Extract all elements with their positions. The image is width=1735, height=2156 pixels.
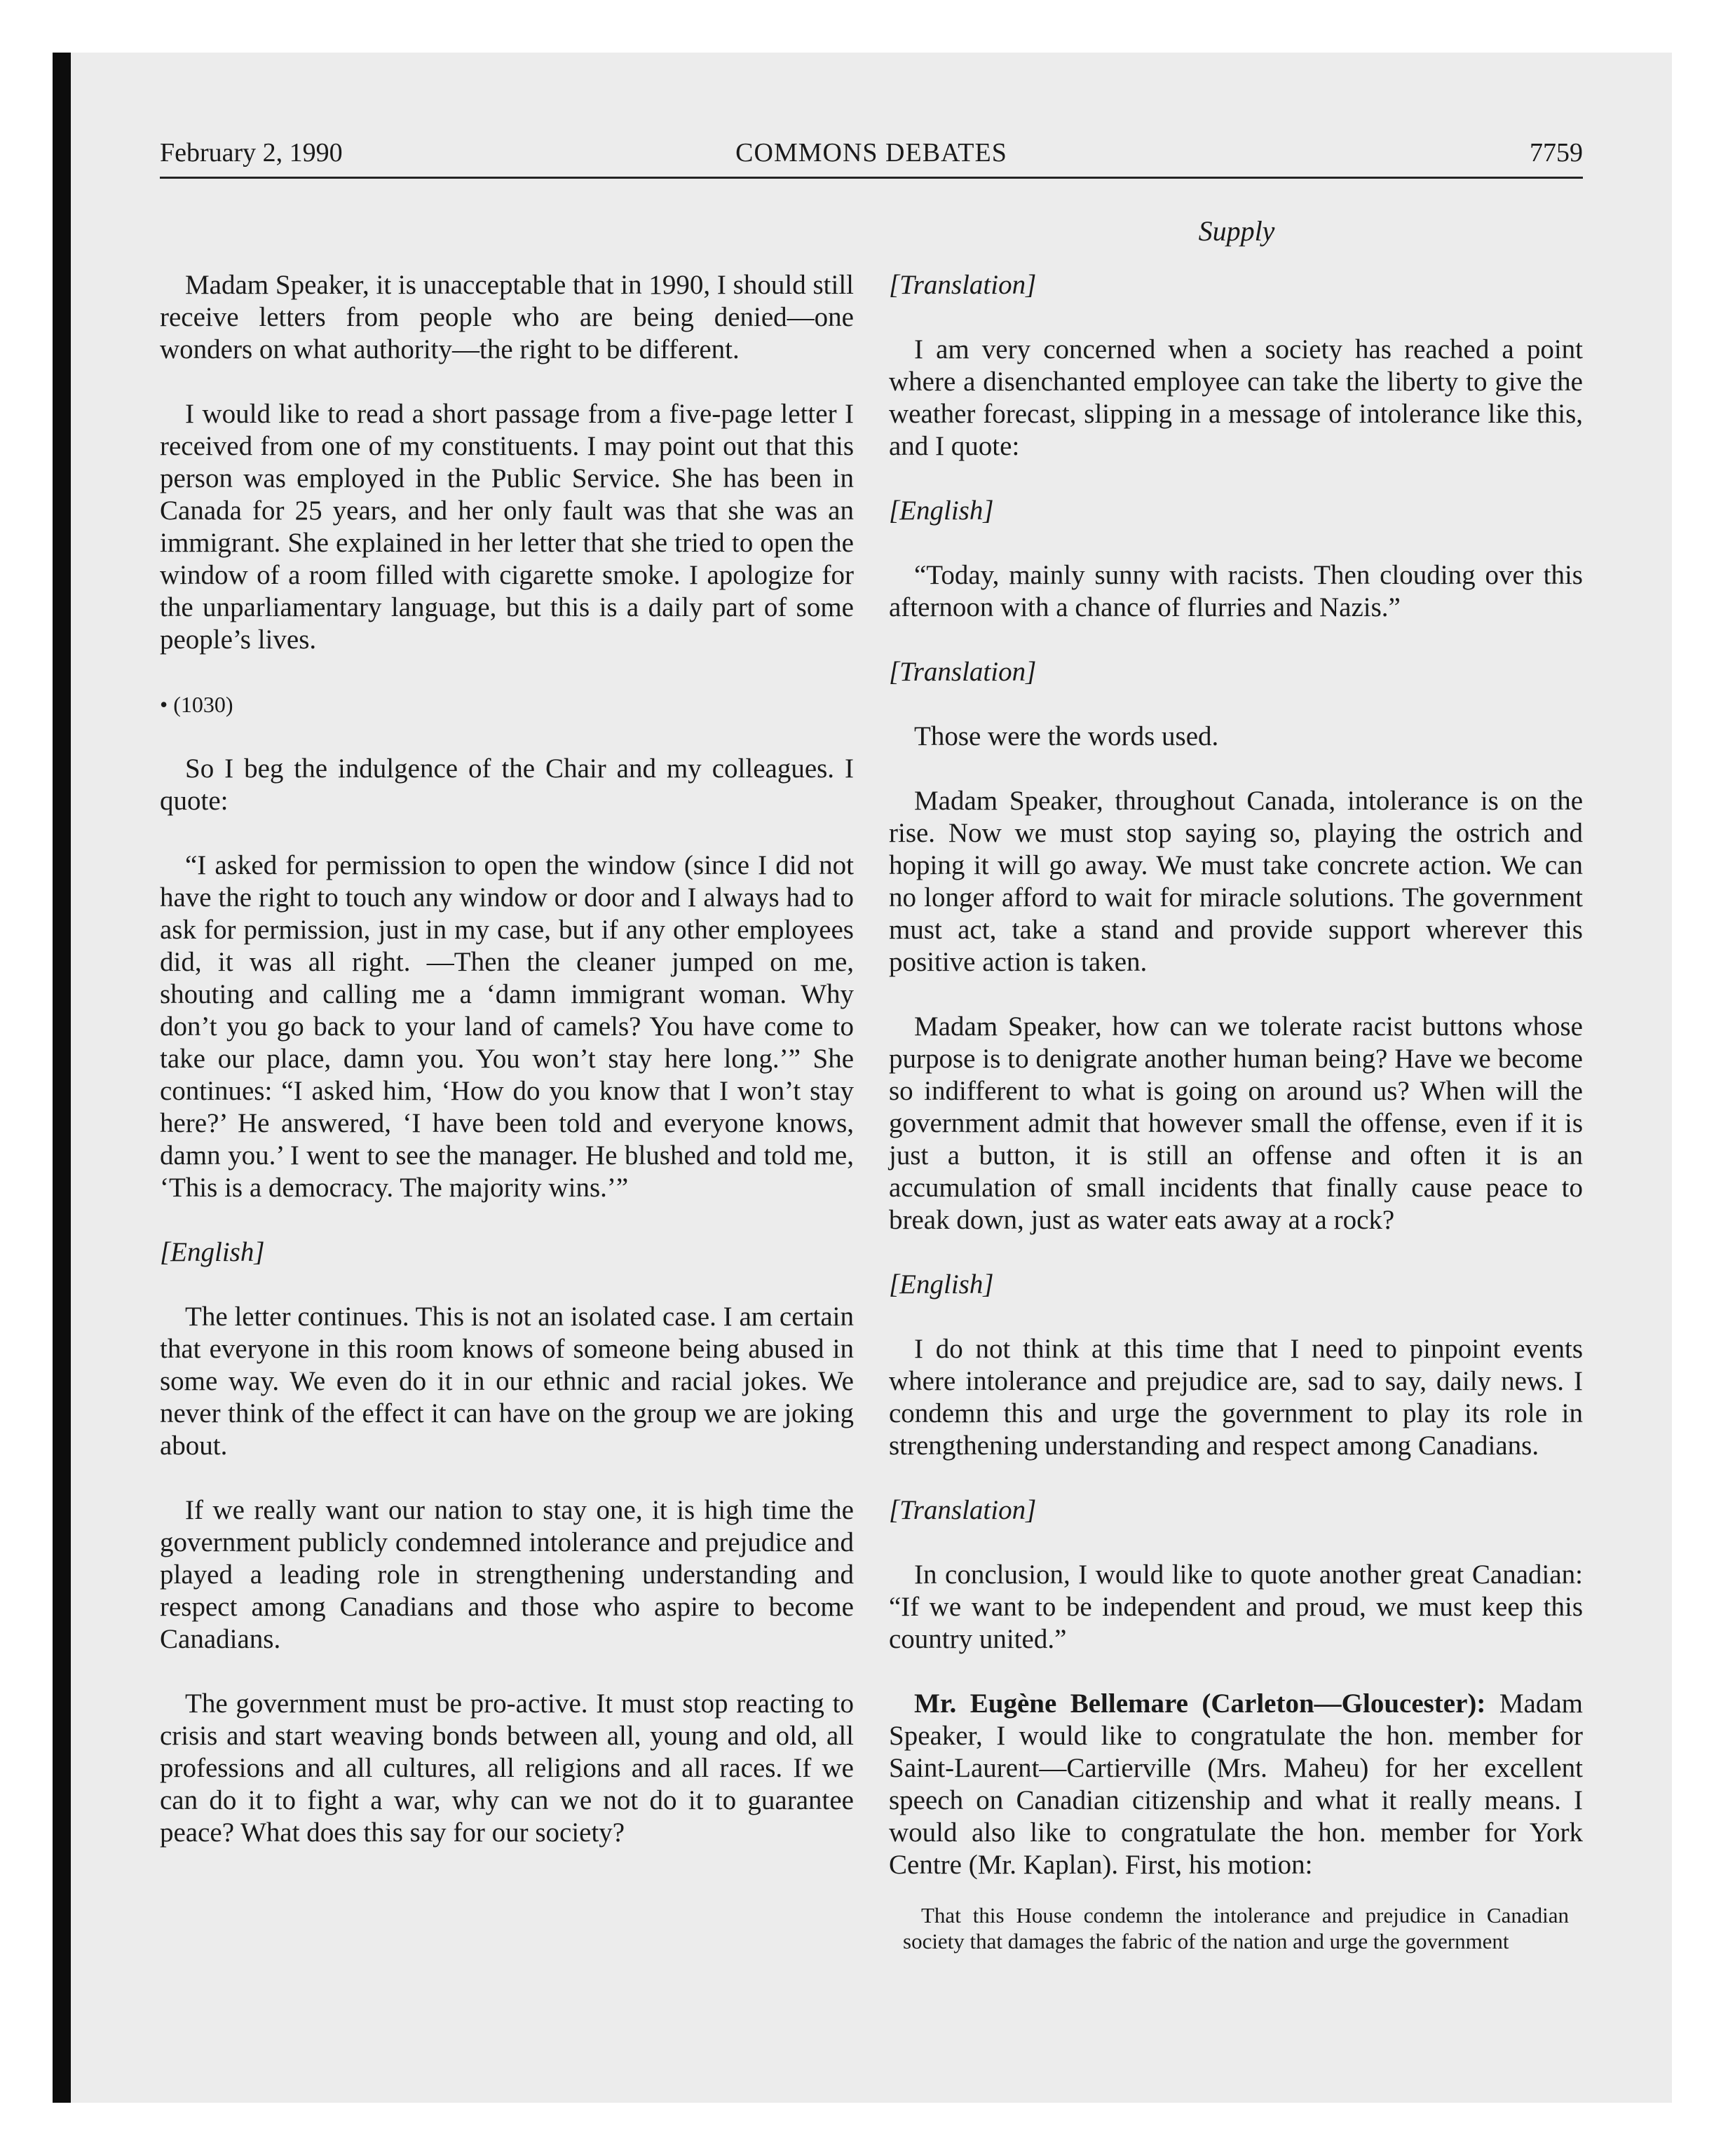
paragraph: In conclusion, I would like to quote another great Canadian: “If we want to be independent and proud, we must keep this country united.” [889, 1560, 1583, 1654]
speech-text: Madam Speaker, I would like to congratulate the hon. member for Saint-Laurent—Cartierville (Mrs. Maheu) for her excellent speech on Canadian citizenship and what it really means. I would also like to congratulate the hon. member for York Centre (Mr. Kaplan). First, his motion: [889, 1688, 1583, 1880]
header-publication: COMMONS DEBATES [735, 138, 1007, 168]
quoted-forecast: “Today, mainly sunny with racists. Then clouding over this afternoon with a chance of flurries and Nazis.” [889, 560, 1583, 622]
paragraph: Those were the words used. [914, 721, 1219, 751]
paragraph: Madam Speaker, how can we tolerate racist buttons whose purpose is to denigrate another human being? Have we become so indifferent to what is going on around us? When will the government admit that however small the offense, even if it is just a button, it is still an offense and often it is an accumulation of small incidents that finally cause peace to break down, just as water eats away at a rock? [889, 1011, 1583, 1235]
running-header [160, 137, 1583, 181]
motion-text: That this House condemn the intolerance and prejudice in Canadian society that damages the fabric of the nation and urge the government [903, 1903, 1569, 1953]
language-marker: [English] [160, 1237, 265, 1267]
language-marker: [Translation] [889, 657, 1037, 687]
language-marker: [Translation] [889, 270, 1037, 300]
header-date: February 2, 1990 [160, 138, 343, 168]
paragraph: I would like to read a short passage from a five-page letter I received from one of my constituents. I may point out that this person was employed in the Public Service. She has been in Canada for 25 years, and her only fault was that she was an immigrant. She explained in her letter that she tried to open the window of a room filled with cigarette smoke. I apologize for the unparliamentary language, but this is a daily part of some people’s lives. [160, 399, 854, 655]
paragraph: I am very concerned when a society has reached a point where a disenchanted employee can take the liberty to give the weather forecast, slipping in a message of intolerance like this, and I quote: [889, 334, 1583, 461]
header-rule [160, 177, 1583, 179]
speaker-name: Mr. Eugène Bellemare (Carleton—Gloucester): [914, 1688, 1486, 1719]
language-marker: [English] [889, 496, 994, 526]
speech-paragraph [889, 1688, 1583, 1881]
header-page-number: 7759 [1530, 138, 1583, 168]
section-label: Supply [1198, 215, 1275, 247]
quoted-letter: “I asked for permission to open the window (since I did not have the right to touch any window or door and I always had to ask for permission, just in my case, but if any other employees did, it was all right. —Then the cleaner jumped on me, shouting and calling me a ‘damn immigrant woman. Why don’t you go back to your land of camels? You have come to take our place, damn you. You won’t stay here long.’” She continues: “I asked him, ‘How do you know that I won’t stay here?’ He answered, ‘I have been told and everyone knows, damn you.’ I went to see the manager. He blushed and told me, ‘This is a democracy. The majority wins.’” [160, 850, 854, 1203]
paragraph: If we really want our nation to stay one, it is high time the government publicly condemned intolerance and prejudice and played a leading role in strengthening understanding and respect among Canadians and those who aspire to become Canadians. [160, 1495, 854, 1654]
paragraph: Madam Speaker, throughout Canada, intolerance is on the rise. Now we must stop saying so, playing the ostrich and hoping it will go away. We must take concrete action. We can no longer afford to wait for miracle solutions. The government must act, take a stand and provide support wherever this positive action is taken. [889, 786, 1583, 977]
paragraph: Madam Speaker, it is unacceptable that in 1990, I should still receive letters from people who are being denied—one wonders on what authority—the right to be different. [160, 270, 854, 364]
timestamp: • (1030) [160, 692, 233, 717]
scan-edge-shadow [53, 53, 71, 2103]
paragraph: The government must be pro-active. It must stop reacting to crisis and start weaving bonds between all, young and old, all professions and all cultures, all religions and all races. If we can do it to fight a war, why can we not do it to guarantee peace? What does this say for our society? [160, 1688, 854, 1848]
paragraph: So I beg the indulgence of the Chair and my colleagues. I quote: [160, 753, 854, 816]
paragraph: I do not think at this time that I need to pinpoint events where intolerance and prejudice are, sad to say, daily news. I condemn this and urge the government to play its role in strengthening understanding and respect among Canadians. [889, 1334, 1583, 1461]
paragraph: The letter continues. This is not an isolated case. I am certain that everyone in this room knows of someone being abused in some way. We even do it in our ethnic and racial jokes. We never think of the effect it can have on the group we are joking about. [160, 1302, 854, 1461]
language-marker: [English] [889, 1269, 994, 1299]
language-marker: [Translation] [889, 1495, 1037, 1525]
left-column [160, 269, 854, 1881]
right-column [889, 269, 1583, 1954]
